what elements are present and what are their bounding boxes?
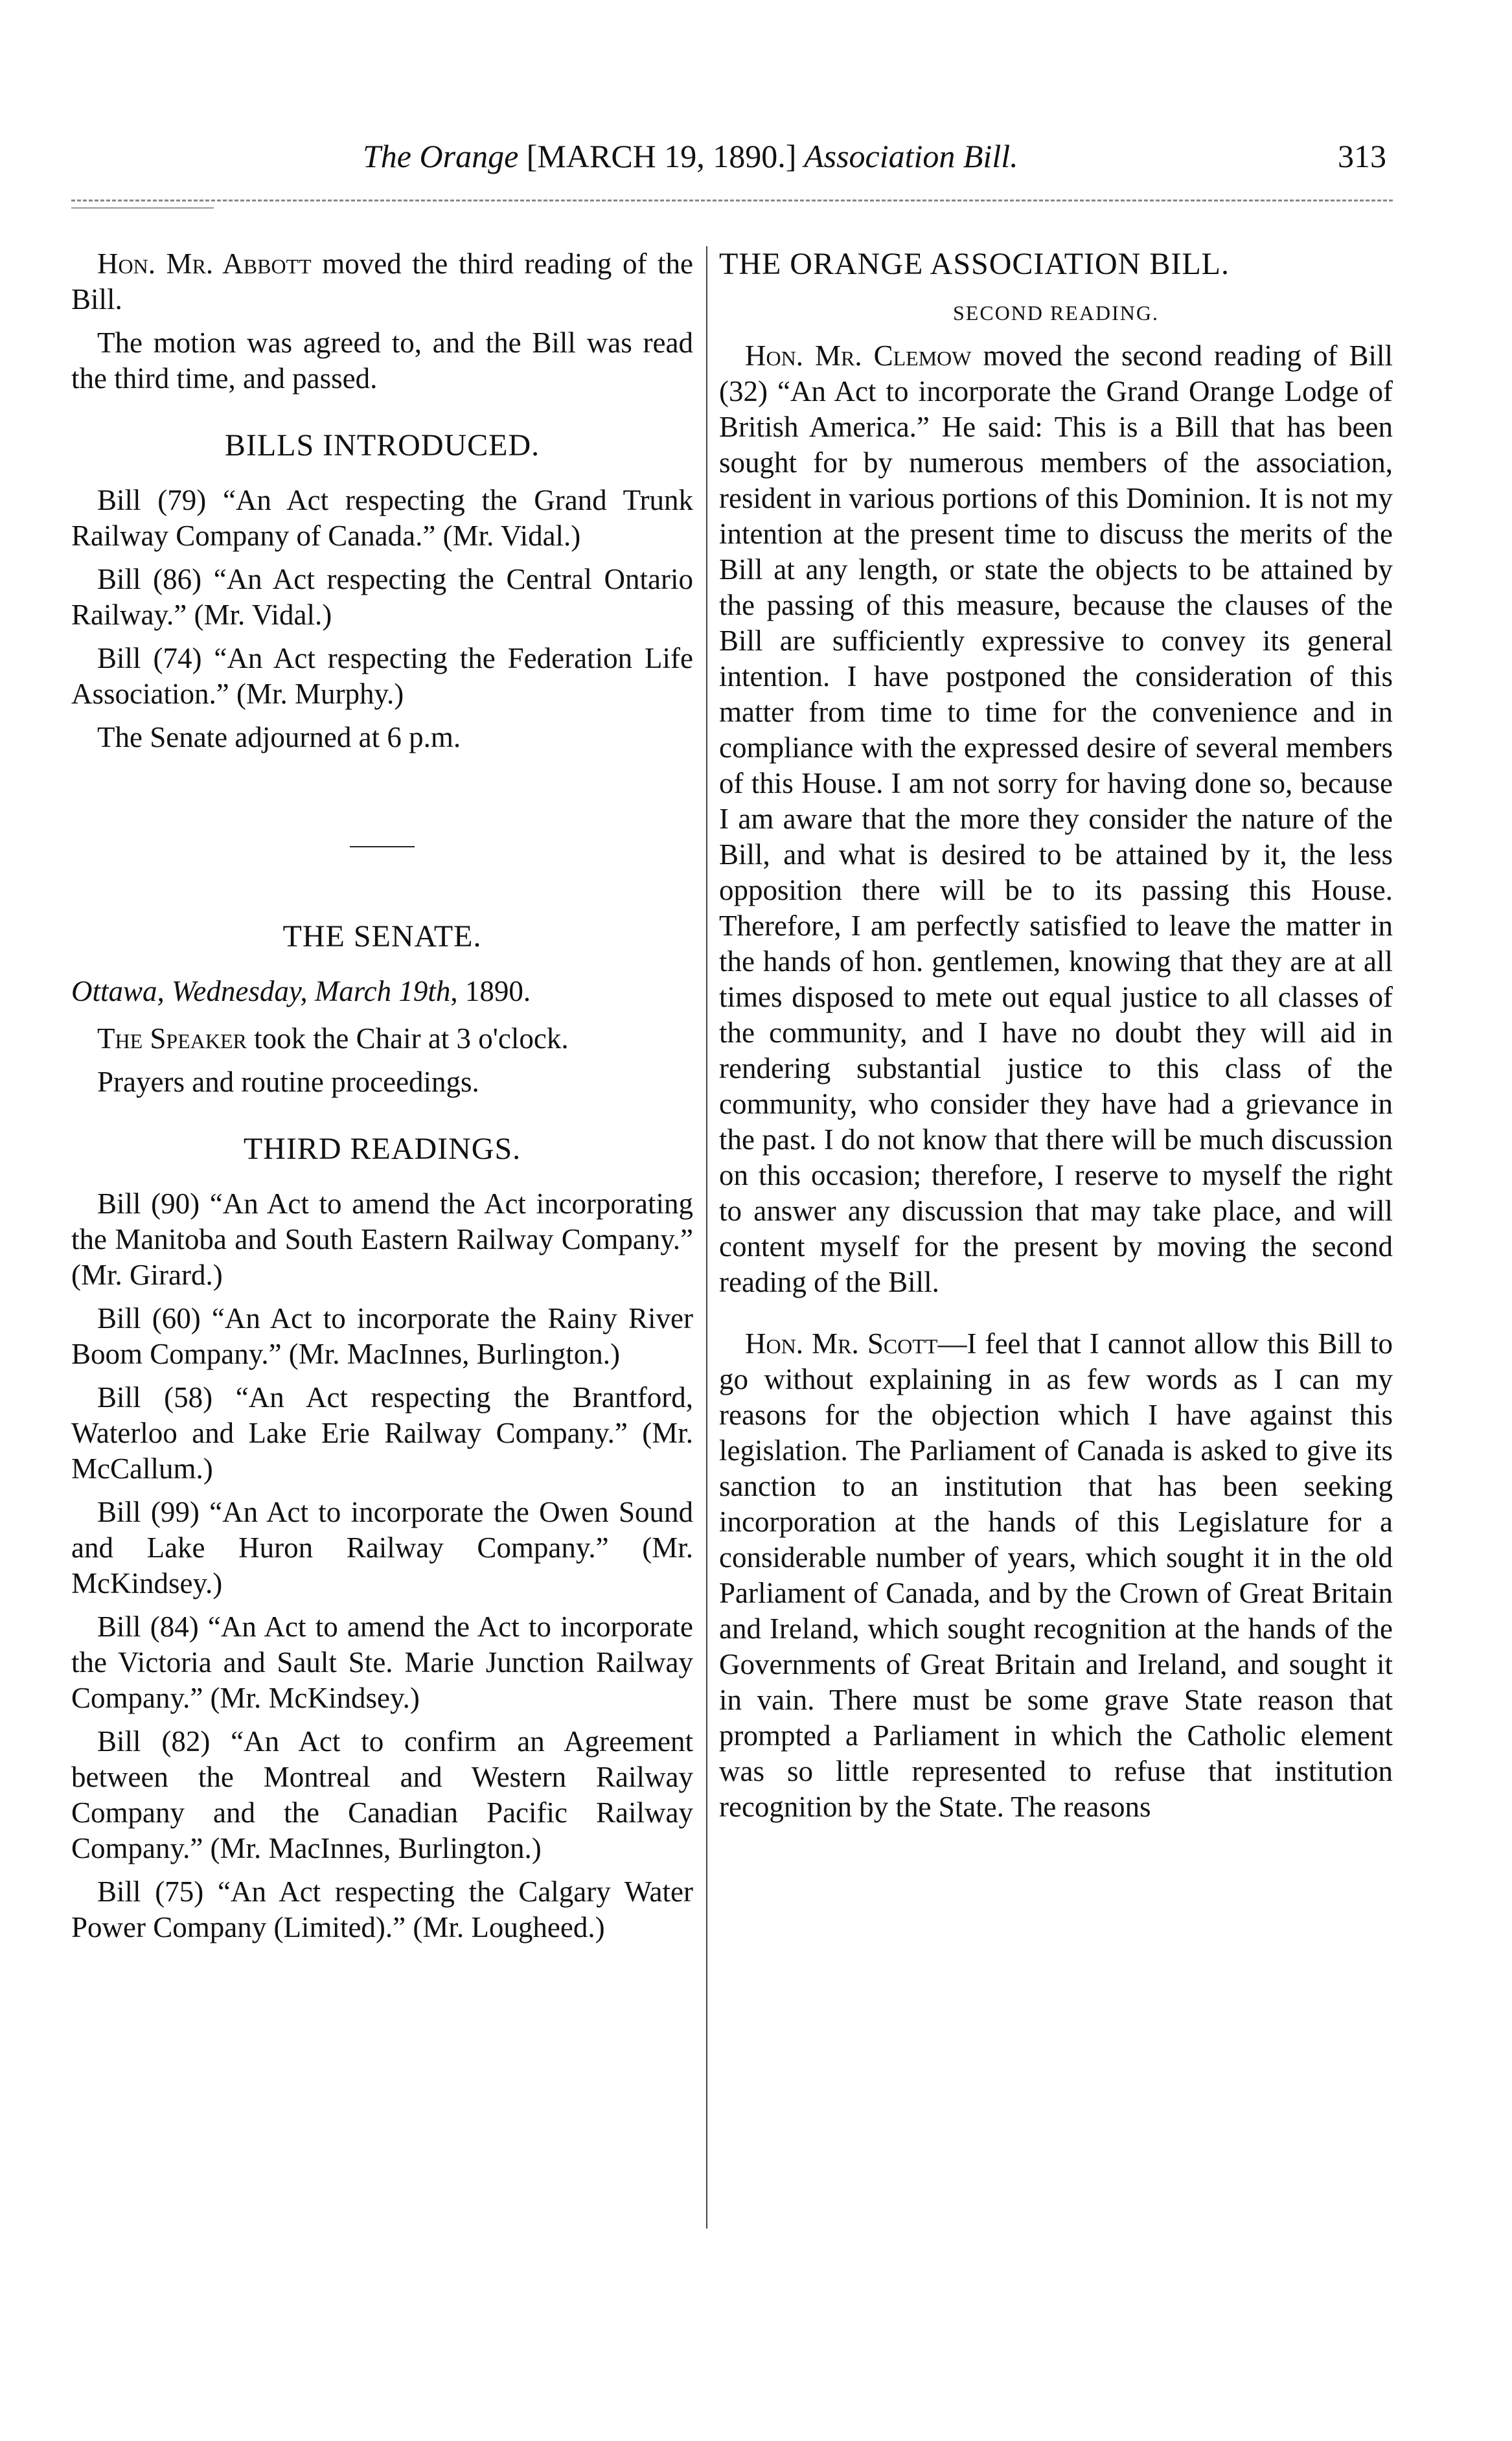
section-separator [350, 846, 415, 847]
abbott-motion-text: moved the third reading of the Bill. [71, 247, 693, 315]
speaker-took-chair-text: took the Chair at 3 o'clock. [246, 1022, 569, 1055]
running-head [363, 137, 1386, 189]
clemow-speech-text: moved the second reading of Bill (32) “An Act to incorporate the Grand Orange Lodge of British America.” He said: This is a Bill that has been sought for by numerous members of the association, resident in various portions of this Dominion. It is not my intention at the present time to discuss the merits of the Bill at any length, or state the objects to be attained by the passing of this measure, because the clauses of the Bill are sufficiently expressive to convey its general intention. I have postponed the consideration of this matter from time to time for the convenience and in compliance with the expressed desire of several members of this House. I am not sorry for having done so, because I am aware that the more they consider the nature of the Bill, and what is desired to be attained by it, the less opposition there will be to its passing this House. Therefore, I am perfectly satisfied to leave the matter in the hands of hon. gentlemen, knowing that they are at all times disposed to mete out equal justice to all classes of the community, and I have no doubt they will aid in rendering substantial justice to this class of the community, who consider they have had a grievance in the past. I do not know that there will be much discussion on this occasion; therefore, I reserve to myself the right to answer any discussion that may take place, and will content myself for the present by moving the second reading of the Bill. [719, 339, 1393, 1298]
dateline-year: , 1890. [450, 975, 531, 1007]
scott-speech [719, 1326, 1393, 1825]
right-column [719, 246, 1393, 1833]
left-column [71, 246, 693, 1953]
motion-result: The motion was agreed to, and the Bill was read the third time, and passed. [71, 327, 693, 395]
third-reading-82: Bill (82) “An Act to confirm an Agreement between the Montreal and Western Railway Company and the Canadian Pacific Railway Company.” (Mr. MacInnes, Burlington.) [71, 1725, 693, 1864]
dateline-suffix: th [428, 975, 451, 1007]
subheading-second-reading: SECOND READING. [953, 301, 1159, 325]
third-reading-90: Bill (90) “An Act to amend the Act incorporating the Manitoba and South Eastern Railway Company.” (Mr. Girard.) [71, 1187, 693, 1291]
clemow-speech [719, 338, 1393, 1300]
third-reading-75: Bill (75) “An Act respecting the Calgary Water Power Company (Limited).” (Mr. Lougheed.) [71, 1875, 693, 1943]
scott-name: Hon. Mr. Scott [745, 1327, 938, 1360]
column-divider [706, 246, 707, 2229]
running-title-part-1: The Orange [363, 138, 519, 174]
third-reading-60: Bill (60) “An Act to incorporate the Rainy River Boom Company.” (Mr. MacInnes, Burlington.) [71, 1302, 693, 1370]
page-number: 313 [1338, 138, 1386, 174]
running-title-date: [MARCH 19, 1890.] [526, 138, 797, 174]
section-heading-orange-bill: THE ORANGE ASSOCIATION BILL. [719, 247, 1230, 281]
bill-introduced-74: Bill (74) “An Act respecting the Federation Life Association.” (Mr. Murphy.) [71, 642, 693, 710]
dateline [71, 974, 693, 1009]
adjournment-note: The Senate adjourned at 6 p.m. [97, 721, 461, 753]
dateline-main: Ottawa, Wednesday, March 19 [71, 975, 428, 1007]
section-heading-senate: THE SENATE. [282, 919, 482, 954]
speaker-took-chair [71, 1021, 693, 1057]
speaker-title: The Speaker [97, 1022, 247, 1055]
bill-introduced-79: Bill (79) “An Act respecting the Grand Trunk Railway Company of Canada.” (Mr. Vidal.) [71, 484, 693, 552]
scott-speech-text: —I feel that I cannot allow this Bill to go without explaining in as few words as I can my reasons for the objection which I have against this legislation. The Parliament of Canada is asked to give its sanction to an institution that has been seeking incorporation at the hands of this Legislature for a considerable number of years, which sought it in the old Parliament of Canada, and by the Crown of Great Britain and Ireland, which sought recognition at the hands of the Governments of Great Britain and Ireland, and sought it in vain. There must be some grave State reason that prompted a Parliament in which the Catholic element was so little represented to refuse that institution recognition by the State. The reasons [719, 1327, 1393, 1823]
third-reading-84: Bill (84) “An Act to amend the Act to incorporate the Victoria and Sault Ste. Marie Junction Railway Company.” (Mr. McKindsey.) [71, 1610, 693, 1714]
section-heading-third-readings: THIRD READINGS. [243, 1132, 521, 1166]
clemow-name: Hon. Mr. Clemow [745, 339, 972, 372]
prayers-note: Prayers and routine proceedings. [97, 1066, 479, 1098]
running-title-part-2: Association Bill. [804, 138, 1018, 174]
third-reading-99: Bill (99) “An Act to incorporate the Owen Sound and Lake Huron Railway Company.” (Mr. McKindsey.) [71, 1496, 693, 1599]
section-heading-bills-introduced: BILLS INTRODUCED. [224, 428, 540, 463]
running-title [363, 137, 1018, 175]
speaker-name: Hon. Mr. Abbott [97, 247, 312, 280]
bill-introduced-86: Bill (86) “An Act respecting the Central Ontario Railway.” (Mr. Vidal.) [71, 563, 693, 631]
header-rule [71, 200, 1393, 201]
header-rule-accent [71, 207, 214, 209]
third-reading-58: Bill (58) “An Act respecting the Brantford, Waterloo and Lake Erie Railway Company.” (Mr. McCallum.) [71, 1381, 693, 1485]
abbott-motion [71, 246, 693, 317]
